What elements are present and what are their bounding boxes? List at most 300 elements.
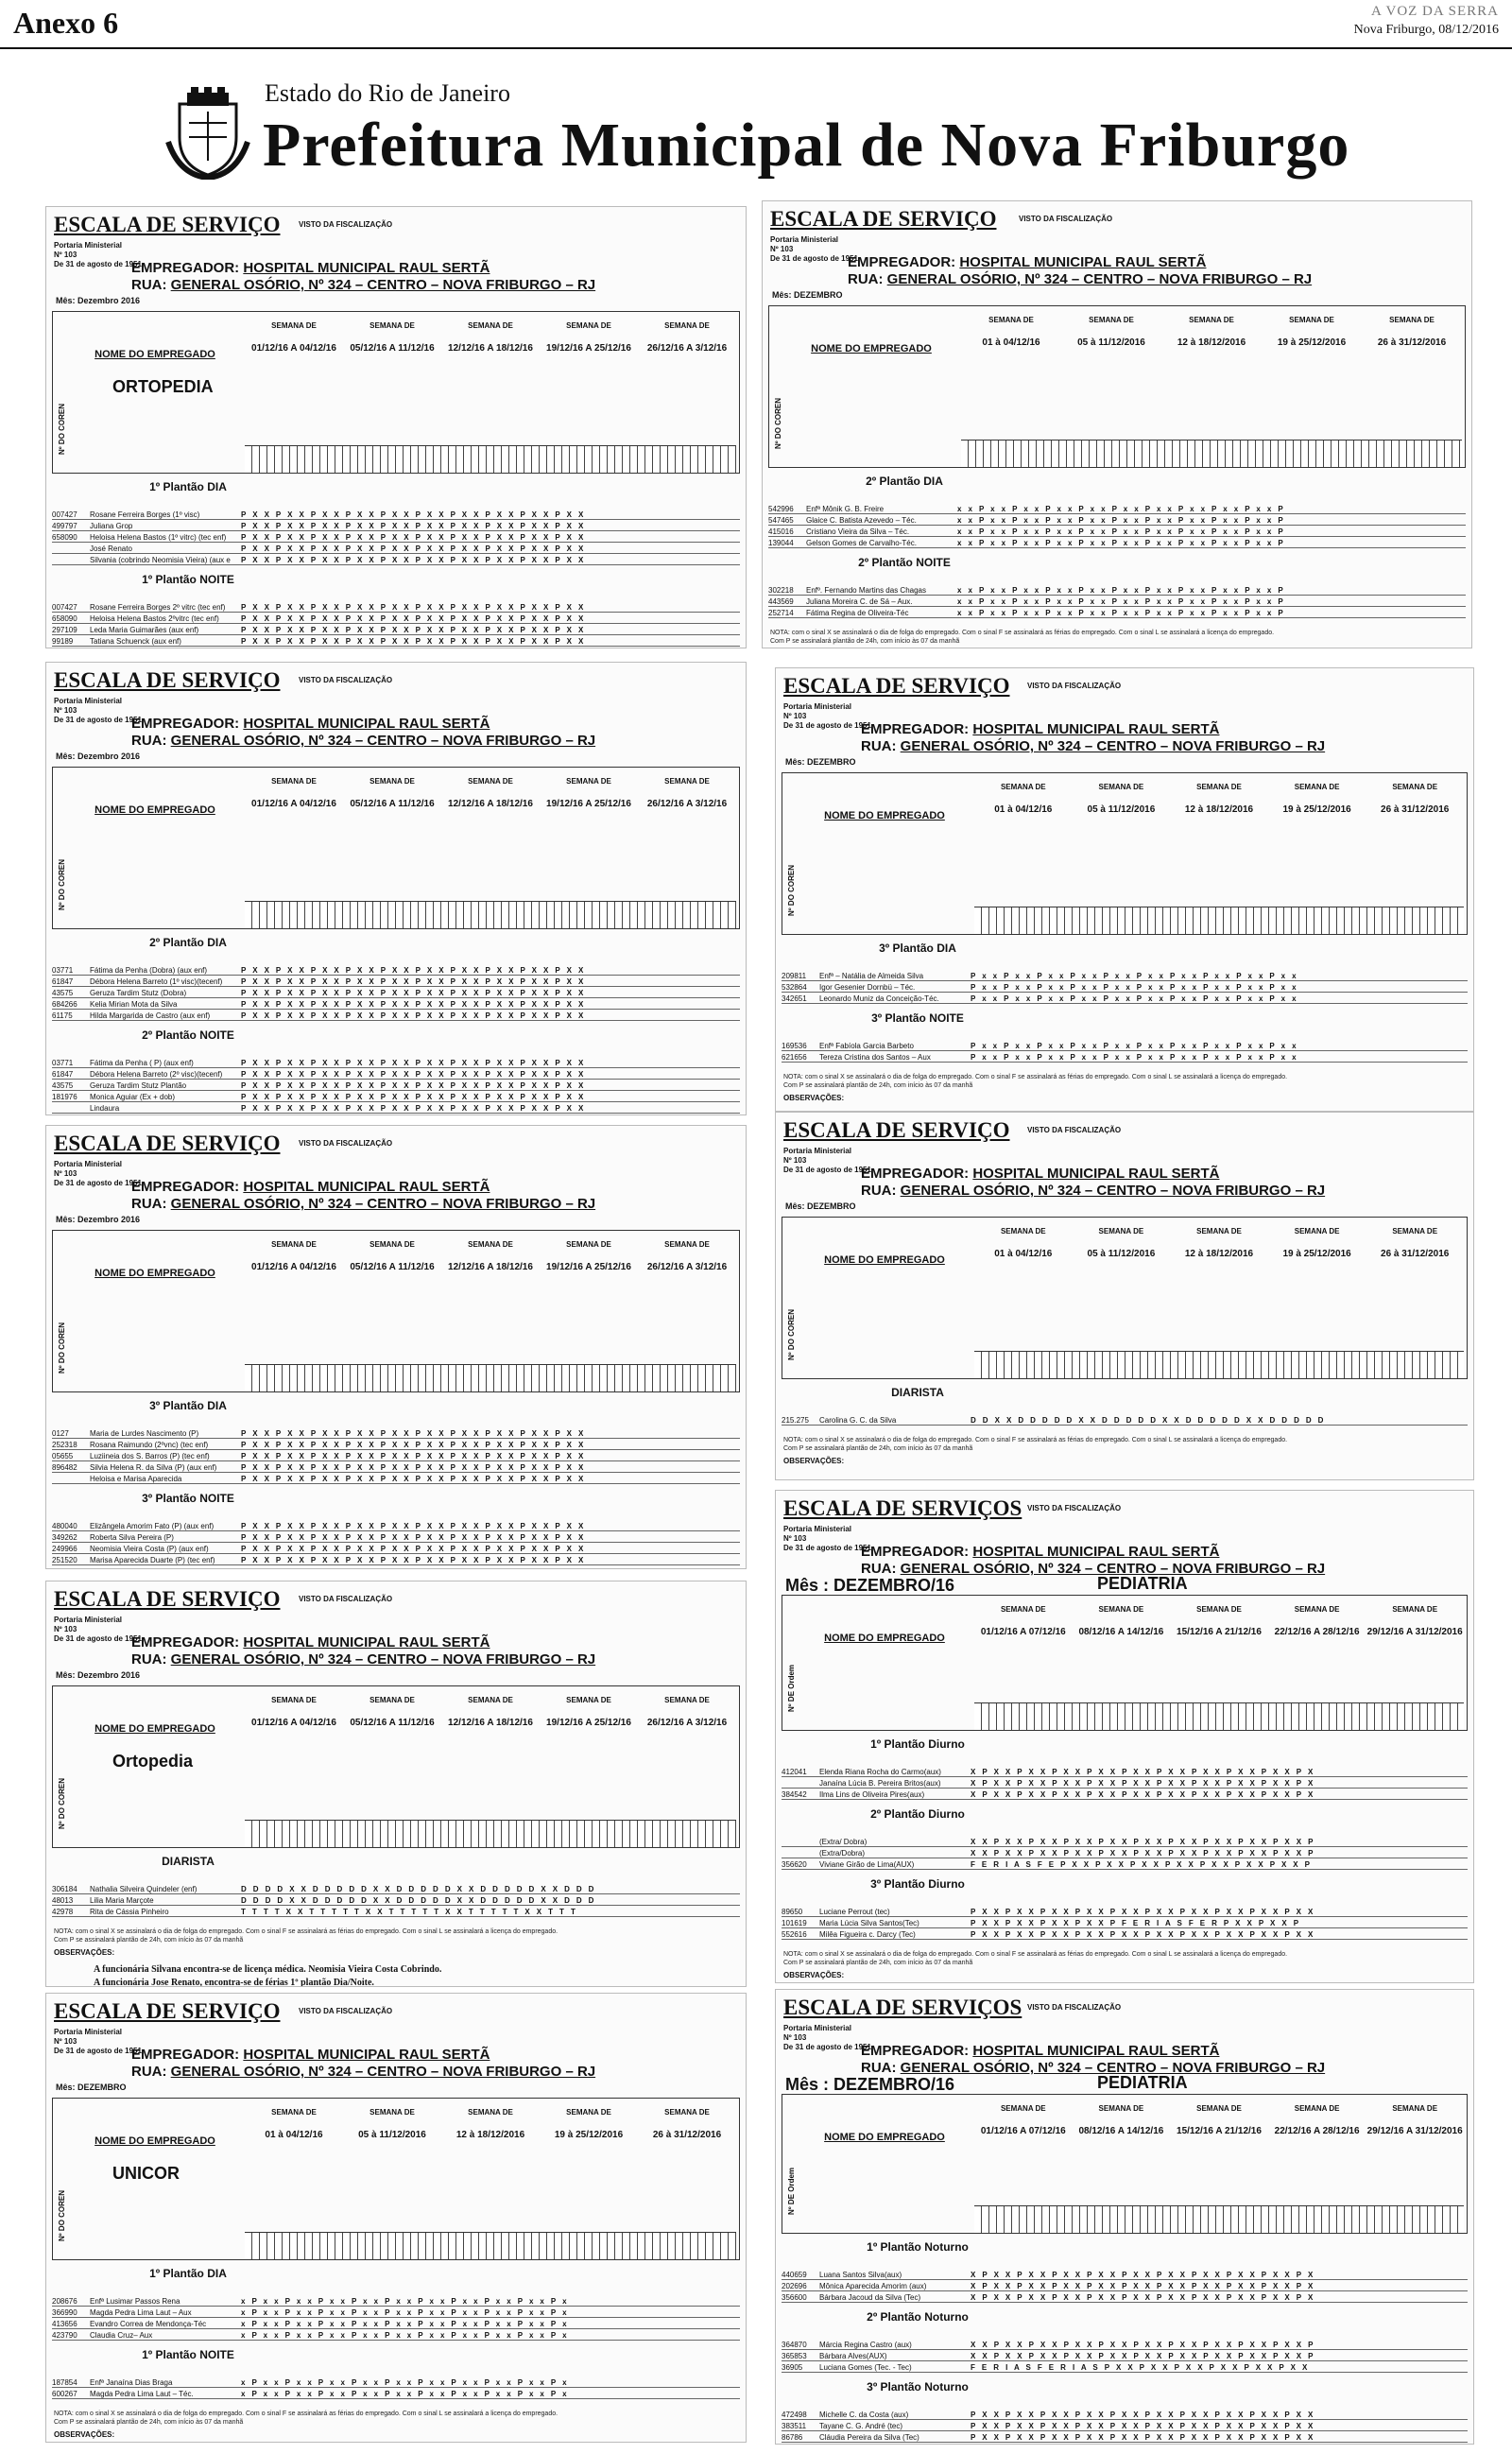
table-row <box>52 521 740 531</box>
portaria-label: Portaria Ministerial <box>783 1525 852 1533</box>
employer-name: HOSPITAL MUNICIPAL RAUL SERTÃ <box>972 2043 1220 2059</box>
legend-note <box>54 2410 740 2427</box>
day-marks: x x P x x P x x P x x P x x P x x P x x P x x P x x P x x P <box>957 609 1286 617</box>
week-range: 19/12/16 A 25/12/16 <box>546 1718 631 1728</box>
portaria-block <box>54 1160 142 1188</box>
employee-name: Claudia Cruz– Aux <box>90 2331 153 2340</box>
day-marks: P X X P X X P X X P X X P X X P X X P X X P X X P X X P X X <box>241 1081 586 1090</box>
portaria-date: De 31 de agosto de 1951 <box>54 716 142 724</box>
week-header <box>1268 782 1366 816</box>
portaria-label: Portaria Ministerial <box>783 1147 852 1155</box>
legend-note <box>783 1950 1468 1967</box>
schedule-sheet <box>775 1490 1474 1983</box>
week-header-label: SEMANA DE <box>1196 1605 1242 1614</box>
legend-note <box>783 1073 1468 1090</box>
coren-number: 215.275 <box>782 1416 809 1425</box>
employee-name-column-label: NOME DO EMPREGADO <box>94 804 215 816</box>
address-value: GENERAL OSÓRIO, Nº 324 – CENTRO – NOVA FRIBURGO – RJ <box>900 1183 1326 1199</box>
table-row <box>768 538 1466 548</box>
coren-number: 542996 <box>768 505 794 513</box>
portaria-block <box>783 702 871 731</box>
day-marks: P X X P X X P X X P X X P X X P X X P X X P X X P X X P X X <box>241 1475 586 1483</box>
table-row <box>52 1555 740 1565</box>
employer-name: HOSPITAL MUNICIPAL RAUL SERTÃ <box>243 2047 490 2063</box>
week-header-label: SEMANA DE <box>566 1696 611 1704</box>
month-label: Mês: Dezembro 2016 <box>56 1670 141 1680</box>
employer-line <box>131 1179 490 1195</box>
table-row <box>782 1415 1468 1426</box>
coren-number: 621656 <box>782 1053 807 1062</box>
week-header-label: SEMANA DE <box>1196 783 1242 791</box>
week-header <box>343 2107 441 2141</box>
masthead-title: Prefeitura Municipal de Nova Friburgo <box>263 111 1350 180</box>
day-marks <box>241 1566 732 1569</box>
coren-number: 99189 <box>52 637 74 646</box>
table-row <box>768 608 1466 618</box>
coren-number: 251520 <box>52 1556 77 1564</box>
week-range: 26/12/16 A 3/12/16 <box>646 343 728 354</box>
employee-name: Heloisa e Marisa Aparecida <box>90 1475 182 1483</box>
portaria-block <box>783 1147 871 1175</box>
publication-name: A VOZ DA SERRA <box>1371 4 1499 19</box>
day-marks: X P X X P X X P X X P X X P X X P X X P X X P X X P X X P X <box>971 1768 1315 1776</box>
week-range: 12/12/16 A 18/12/16 <box>448 343 533 354</box>
day-marks: P X X P X X P X X P X X P X X P X X P X X P X X P X X P X X <box>241 626 586 634</box>
coren-number: 384542 <box>782 1790 807 1799</box>
employer-name: HOSPITAL MUNICIPAL RAUL SERTÃ <box>243 1179 490 1195</box>
employee-name: Kelia Mirian Mota da Silva <box>90 1000 178 1009</box>
address-value: GENERAL OSÓRIO, Nº 324 – CENTRO – NOVA FRIBURGO – RJ <box>170 1196 596 1212</box>
week-header <box>1073 1226 1171 1260</box>
department-name: ORTOPEDIA <box>112 377 214 396</box>
day-marks: P X X P X X P X X P X X P X X P X X P X X P X X P X X P X X <box>241 1104 586 1113</box>
employee-name: Leonardo Muniz da Conceição-Téc. <box>819 994 939 1003</box>
coren-number: 472498 <box>782 2411 807 2419</box>
coren-column-label: Nº DE Ordem <box>787 1664 796 1712</box>
week-header-label: SEMANA DE <box>1289 316 1334 324</box>
week-header <box>974 782 1073 816</box>
week-header-label: SEMANA DE <box>271 2108 317 2117</box>
week-header-label: SEMANA DE <box>566 321 611 330</box>
portaria-label: Portaria Ministerial <box>54 241 123 250</box>
sheet-title: ESCALA DE SERVIÇO <box>54 213 281 236</box>
coren-number: 297109 <box>52 626 77 634</box>
week-range: 08/12/16 A 14/12/16 <box>1078 2126 1164 2136</box>
visto-label: VISTO DA FISCALIZAÇÃO <box>1027 2003 1122 2012</box>
schedule-sheet <box>775 1989 1474 2445</box>
address-label: RUA: <box>131 2064 167 2080</box>
coren-number: 349262 <box>52 1533 77 1542</box>
table-row <box>782 2362 1468 2373</box>
employee-name: Enfª – Natália de Almeida Silva <box>819 972 924 980</box>
table-row <box>52 614 740 624</box>
week-header-label: SEMANA DE <box>664 1696 710 1704</box>
week-header <box>343 776 441 810</box>
address-line <box>861 1183 1325 1199</box>
day-marks: P X X P X X P X X P X X P X X P X X P X X P X X P X X P X X <box>241 1452 586 1460</box>
coren-number: 0127 <box>52 1429 69 1438</box>
visto-label: VISTO DA FISCALIZAÇÃO <box>299 220 393 229</box>
week-header-label: SEMANA DE <box>468 777 513 786</box>
employee-name: Lindaura <box>90 1104 120 1113</box>
coren-number: 342651 <box>782 994 807 1003</box>
employer-label: EMPREGADOR: <box>131 1634 240 1650</box>
week-header-label: SEMANA DE <box>1392 783 1438 791</box>
week-range: 22/12/16 A 28/12/16 <box>1274 1627 1360 1637</box>
employer-line <box>861 2043 1219 2059</box>
week-header-label: SEMANA DE <box>468 1696 513 1704</box>
coren-number: 364870 <box>782 2341 807 2349</box>
week-header <box>245 2107 343 2141</box>
day-marks: x P x x P x x P x x P x x P x x P x x P x x P x x P x x P x <box>241 2320 569 2328</box>
employee-name: Ilma Lins de Oliveira Pires(aux) <box>819 1790 925 1799</box>
weekday-columns <box>974 1351 1464 1379</box>
visto-label: VISTO DA FISCALIZAÇÃO <box>1019 215 1113 223</box>
coren-number: 356600 <box>782 2293 807 2302</box>
table-row <box>52 1092 740 1102</box>
table-row <box>52 2296 740 2307</box>
employer-name: HOSPITAL MUNICIPAL RAUL SERTÃ <box>243 260 490 276</box>
weekday-columns <box>245 1820 736 1848</box>
week-header <box>638 776 736 810</box>
portaria-date: De 31 de agosto de 1951 <box>770 254 858 263</box>
table-row <box>52 1080 740 1091</box>
table-row <box>52 1451 740 1461</box>
shift-title: 2º Plantão Diurno <box>870 1807 965 1821</box>
day-marks: P X X P X X P X X P X X P X X P X X P X X P X X P X X P X X <box>241 1441 586 1449</box>
employee-name: Lilia Maria Marçote <box>90 1896 154 1905</box>
employer-label: EMPREGADOR: <box>848 254 956 270</box>
week-header <box>441 2107 540 2141</box>
employee-name: Hilda Margarida de Castro (aux enf) <box>90 1011 211 1020</box>
week-range: 26/12/16 A 3/12/16 <box>646 799 728 809</box>
address-label: RUA: <box>861 2060 897 2076</box>
week-range: 12/12/16 A 18/12/16 <box>448 1718 533 1728</box>
employer-line <box>131 1634 490 1650</box>
table-row <box>768 585 1466 596</box>
address-value: GENERAL OSÓRIO, Nº 324 – CENTRO – NOVA FRIBURGO – RJ <box>900 2060 1326 2076</box>
week-header <box>245 776 343 810</box>
week-header <box>1170 782 1268 816</box>
week-header-label: SEMANA DE <box>1392 1605 1438 1614</box>
table-row <box>52 1544 740 1554</box>
coren-number: 61847 <box>52 1070 74 1079</box>
table-row <box>782 2410 1468 2420</box>
employee-name <box>90 1566 241 1569</box>
day-marks: P X X P X X P X X P X X P X X P X X P X X P X X P X X P X X <box>241 1059 586 1067</box>
day-marks: x x P x x P x x P x x P x x P x x P x x P x x P x x P x x P <box>957 586 1286 595</box>
portaria-number: Nº 103 <box>54 1169 77 1178</box>
table-row <box>782 1778 1468 1789</box>
week-header <box>1366 782 1464 816</box>
coren-number: 36905 <box>782 2363 803 2372</box>
sheet-title: ESCALA DE SERVIÇO <box>54 668 281 692</box>
portaria-number: Nº 103 <box>54 251 77 259</box>
coren-number: 05655 <box>52 1452 74 1460</box>
address-value: GENERAL OSÓRIO, Nº 324 – CENTRO – NOVA FRIBURGO – RJ <box>170 277 596 293</box>
coren-number: 181976 <box>52 1093 77 1101</box>
day-marks: x P x x P x x P x x P x x P x x P x x P x x P x x P x x P x <box>241 2308 569 2317</box>
shift-title: 1º Plantão DIA <box>149 480 227 493</box>
employer-line <box>861 721 1219 737</box>
legend-note-line: Com P se assinalará plantão de 24h, com início às 07 da manhã <box>783 1960 973 1966</box>
coren-number: 365853 <box>782 2352 807 2360</box>
employer-line <box>131 2047 490 2063</box>
employer-label: EMPREGADOR: <box>861 2043 970 2059</box>
employee-name-column-label: NOME DO EMPREGADO <box>824 1254 945 1266</box>
week-header-label: SEMANA DE <box>468 2108 513 2117</box>
day-marks: x x P x x P x x P x x P x x P x x P x x P x x P x x P x x P <box>957 505 1286 513</box>
employee-name: Márcia Regina Castro (aux) <box>819 2341 912 2349</box>
table-row <box>52 1011 740 1021</box>
observations-label: OBSERVAÇÕES: <box>783 1971 845 1979</box>
sheet-title: ESCALA DE SERVIÇO <box>783 674 1010 698</box>
employee-name: José Renato <box>90 544 132 553</box>
week-header-label: SEMANA DE <box>271 777 317 786</box>
week-range: 01 à 04/12/16 <box>994 804 1053 815</box>
coren-number: 252714 <box>768 609 794 617</box>
week-header <box>638 1695 736 1729</box>
week-header <box>245 320 343 354</box>
shift-title: 3º Plantão Diurno <box>870 1877 965 1891</box>
address-value: GENERAL OSÓRIO, Nº 324 – CENTRO – NOVA FRIBURGO – RJ <box>170 733 596 749</box>
day-marks: P X X P X X P X X P X X P X X P X X P X X P X X P X X P X X <box>241 989 586 997</box>
week-header-label: SEMANA DE <box>1392 1227 1438 1236</box>
visto-label: VISTO DA FISCALIZAÇÃO <box>1027 1126 1122 1134</box>
employer-label: EMPREGADOR: <box>861 1166 970 1182</box>
coren-number: 412041 <box>782 1768 807 1776</box>
schedule-sheet <box>775 667 1474 1112</box>
portaria-date: De 31 de agosto de 1951 <box>54 1179 142 1187</box>
day-marks: P X X P X X P X X P X X P X X P X X P X X P X X P X X P X X <box>241 1556 586 1564</box>
week-header <box>441 776 540 810</box>
address-line <box>861 2060 1325 2076</box>
week-header-label: SEMANA DE <box>1196 2104 1242 2113</box>
week-header <box>638 1239 736 1273</box>
shift-title: 1º Plantão NOITE <box>142 573 234 586</box>
employee-name-column-label: NOME DO EMPREGADO <box>94 1268 215 1279</box>
city-crest-icon <box>161 85 255 180</box>
coren-number: 03771 <box>52 1059 74 1067</box>
table-row <box>52 602 740 613</box>
employer-line <box>131 260 490 276</box>
employee-name: Maria de Lurdes Nascimento (P) <box>90 1429 199 1438</box>
employer-line <box>861 1166 1219 1182</box>
employee-name: Silvia Helena R. da Silva (P) (aux enf) <box>90 1463 217 1472</box>
day-marks: P X X P X X P X X P X X P X X P X X P X X P X X P X X P X X <box>241 533 586 542</box>
week-range: 05 à 11/12/2016 <box>1087 1249 1156 1259</box>
legend-note <box>54 1927 740 1944</box>
week-range: 01 à 04/12/16 <box>982 337 1040 348</box>
shift-title: 1º Plantão Diurno <box>870 1737 965 1751</box>
day-marks: P X X P X X P X X P X X P X X P X X P X X P X X P X X P X X <box>241 1429 586 1438</box>
schedule-sheet <box>762 200 1472 648</box>
address-line <box>131 277 595 293</box>
day-marks: P X X P X X P X X P X X P X X P X X P X X P X X P X X P X X <box>241 637 586 646</box>
employee-name-column-label: NOME DO EMPREGADO <box>824 810 945 821</box>
week-range: 05/12/16 A 11/12/16 <box>350 1262 435 1272</box>
address-line <box>131 2064 595 2080</box>
week-header <box>540 1695 638 1729</box>
day-marks: D D D D X X D D D D D X X D D D D D X X D D D D D X X D D D <box>241 1885 596 1893</box>
employee-name: Roberta Silva Pereira (P) <box>90 1533 174 1542</box>
weekday-columns <box>245 2232 736 2260</box>
table-row <box>52 1566 740 1569</box>
employee-name: Rosane Ferreira Borges (1º visc) <box>90 510 200 519</box>
schedule-sheet <box>45 1581 747 1987</box>
employee-name: Luana Santos Silva(aux) <box>819 2271 902 2279</box>
day-marks: P X X P X X P X X P X X P X X P X X P X X P X X P X X P X X <box>241 614 586 623</box>
coren-number: 61175 <box>52 1011 73 1020</box>
table-row <box>52 1462 740 1473</box>
employee-name: Milêa Figueira c. Darcy (Tec) <box>819 1930 916 1939</box>
week-range: 26/12/16 A 3/12/16 <box>646 1718 728 1728</box>
day-marks: P x x P x x P x x P x x P x x P x x P x x P x x P x x P x x <box>971 972 1298 980</box>
employee-name: Enfº. Fernando Martins das Chagas <box>806 586 926 595</box>
day-marks: x x P x x P x x P x x P x x P x x P x x P x x P x x P x x P <box>957 516 1286 525</box>
visto-label: VISTO DA FISCALIZAÇÃO <box>299 2007 393 2015</box>
coren-number: 356620 <box>782 1860 807 1869</box>
employee-name: Heloisa Helena Bastos (1º vitrc) (tec enf) <box>90 533 227 542</box>
employee-name: Luciana Gomes (Tec. - Tec) <box>819 2363 912 2372</box>
day-marks: x x P x x P x x P x x P x x P x x P x x P x x P x x P x x P <box>957 527 1286 536</box>
coren-number: 302218 <box>768 586 794 595</box>
table-row <box>52 2330 740 2341</box>
address-line <box>131 733 595 749</box>
sheet-title: ESCALA DE SERVIÇO <box>770 207 997 231</box>
employer-name: HOSPITAL MUNICIPAL RAUL SERTÃ <box>959 254 1207 270</box>
coren-number: 208676 <box>52 2297 77 2306</box>
week-range: 01/12/16 A 07/12/16 <box>980 2126 1066 2136</box>
observation-line <box>783 1982 1468 1983</box>
employee-name: Cristiano Vieira da Silva – Téc. <box>806 527 910 536</box>
shift-title: 3º Plantão NOITE <box>871 1011 964 1025</box>
day-marks: x P x x P x x P x x P x x P x x P x x P x x P x x P x x P x <box>241 2378 569 2387</box>
week-header <box>540 320 638 354</box>
coren-column-label: Nº DO COREN <box>58 858 66 910</box>
week-range: 01/12/16 A 04/12/16 <box>251 1262 336 1272</box>
address-line <box>131 1651 595 1668</box>
schedule-sheet <box>45 1125 747 1569</box>
portaria-date: De 31 de agosto de 1951 <box>783 1544 871 1552</box>
week-header-label: SEMANA DE <box>1196 1227 1242 1236</box>
employee-name: Bárbara Alves(AUX) <box>819 2352 887 2360</box>
legend-note-line: Com P se assinalará plantão de 24h, com início às 07 da manhã <box>54 2419 244 2426</box>
coren-number <box>52 1566 90 1569</box>
week-header-label: SEMANA DE <box>1392 2104 1438 2113</box>
week-range: 26 à 31/12/2016 <box>1381 1249 1450 1259</box>
week-range: 29/12/16 A 31/12/2016 <box>1366 2126 1463 2136</box>
address-value: GENERAL OSÓRIO, Nº 324 – CENTRO – NOVA FRIBURGO – RJ <box>170 1651 596 1668</box>
week-header-label: SEMANA DE <box>566 1240 611 1249</box>
day-marks: X X P X X P X X P X X P X X P X X P X X P X X P X X P X X P <box>971 1849 1315 1858</box>
shift-title: 2º Plantão NOITE <box>142 1028 234 1042</box>
table-row <box>782 2351 1468 2361</box>
table-row <box>52 636 740 647</box>
coren-number: 43575 <box>52 989 74 997</box>
coren-number: 499797 <box>52 522 77 530</box>
week-range: 19 à 25/12/2016 <box>554 2130 624 2140</box>
legend-note-line: NOTA: com o sinal X se assinalará o dia de folga do empregado. Com o sinal F se assinalará as férias do empregado. Com o sinal L se assinalará a licença do empregado. <box>54 1928 558 1935</box>
portaria-number: Nº 103 <box>54 2037 77 2046</box>
table-row <box>768 504 1466 514</box>
week-range: 01 à 04/12/16 <box>265 2130 323 2140</box>
day-marks: P X X P X X P X X P X X P X X P X X P X X P X X P X X P X X <box>241 1545 586 1553</box>
day-marks: P X X P X X P X X P X X P X X P X X P X X P X X P X X P X X <box>241 1011 586 1020</box>
employee-name: Magda Pedra Lima Laut – Téc. <box>90 2390 194 2398</box>
employee-name: Viviane Girão de Lima(AUX) <box>819 1860 915 1869</box>
day-marks: P X X P X X P X X P X X P X X P X X P X X P X X P X X P X X <box>241 510 586 519</box>
employee-name: Igor Gesenier Dornbü – Téc. <box>819 983 916 992</box>
shift-title: 3º Plantão Noturno <box>867 2380 969 2394</box>
address-label: RUA: <box>861 1183 897 1199</box>
employee-name: Leda Maria Guimarães (aux enf) <box>90 626 199 634</box>
week-range: 19 à 25/12/2016 <box>1282 804 1351 815</box>
day-marks: X P X X P X X P X X P X X P X X P X X P X X P X X P X X P X <box>971 1790 1315 1799</box>
day-marks: P X X P X X P X X P X X P X X P X X P X X P X X P X X P X X <box>241 966 586 975</box>
week-header <box>441 320 540 354</box>
week-header <box>1268 1604 1366 1638</box>
portaria-number: Nº 103 <box>783 1156 807 1165</box>
employee-name: Débora Helena Barreto (2º visc)(tecenf) <box>90 1070 223 1079</box>
address-label: RUA: <box>861 1561 897 1577</box>
week-header-label: SEMANA DE <box>1089 316 1134 324</box>
week-range: 26 à 31/12/2016 <box>1381 804 1450 815</box>
month-label: Mês : DEZEMBRO/16 <box>785 1576 955 1595</box>
employer-label: EMPREGADOR: <box>861 721 970 737</box>
employee-name: Tereza Cristina dos Santos – Aux <box>819 1053 931 1062</box>
day-marks: P X X P X X P X X P X X P X X P X X P X X P X X P X X P X X <box>241 522 586 530</box>
shift-title: 1º Plantão Noturno <box>867 2240 969 2254</box>
coren-number: 443569 <box>768 597 794 606</box>
shift-title: 1º Plantão DIA <box>149 2267 227 2280</box>
employee-name: Nathalia Silveira Quindeler (enf) <box>90 1885 198 1893</box>
observations-label: OBSERVAÇÕES: <box>783 1094 845 1102</box>
legend-note-line: NOTA: com o sinal X se assinalará o dia de folga do empregado. Com o sinal F se assinalará as férias do empregado. Com o sinal L se assinalará a licença do empregado. <box>770 630 1275 636</box>
address-label: RUA: <box>131 1196 167 1212</box>
employee-name-column-label: NOME DO EMPREGADO <box>94 349 215 360</box>
table-row <box>768 596 1466 607</box>
coren-number: 684266 <box>52 1000 77 1009</box>
week-header-label: SEMANA DE <box>566 777 611 786</box>
day-marks: X X P X X P X X P X X P X X P X X P X X P X X P X X P X X P <box>971 2352 1315 2360</box>
week-range: 22/12/16 A 28/12/16 <box>1274 2126 1360 2136</box>
legend-note-line: Com P se assinalará plantão de 24h, com início às 07 da manhã <box>54 1937 244 1944</box>
schedule-sheet <box>45 1993 747 2443</box>
week-header-label: SEMANA DE <box>369 2108 415 2117</box>
employee-name-column-label: NOME DO EMPREGADO <box>824 2132 945 2143</box>
day-marks: P X X P X X P X X P X X P X X P X X P X X P X X P X X P X X <box>241 556 586 564</box>
day-marks: X P X X P X X P X X P X X P X X P X X P X X P X X P X X P X <box>971 1779 1315 1788</box>
coren-number: 306184 <box>52 1885 77 1893</box>
day-marks: P X X P X X P X X P X X P X X P X X P X X P X X P X X P X X <box>241 1093 586 1101</box>
week-header <box>441 1695 540 1729</box>
week-header <box>1362 315 1462 349</box>
weekday-columns <box>245 1364 736 1392</box>
coren-number: 249966 <box>52 1545 77 1553</box>
table-row <box>782 1837 1468 1847</box>
day-marks: P X X P X X P X X P X X P X X P X X P X X P X X P X X P X X <box>971 2433 1315 2442</box>
week-header <box>1268 1226 1366 1260</box>
week-header <box>245 1239 343 1273</box>
month-label: Mês: DEZEMBRO <box>785 757 856 767</box>
weekday-columns <box>974 907 1464 935</box>
day-marks: P X X P X X P X X P X X P X X P X X P X X P X X P X X P X X <box>241 603 586 612</box>
employee-name: Neomisia Vieira Costa (P) (aux enf) <box>90 1545 209 1553</box>
week-header-label: SEMANA DE <box>1294 1227 1340 1236</box>
week-header <box>1073 2103 1171 2137</box>
table-row <box>52 2307 740 2318</box>
